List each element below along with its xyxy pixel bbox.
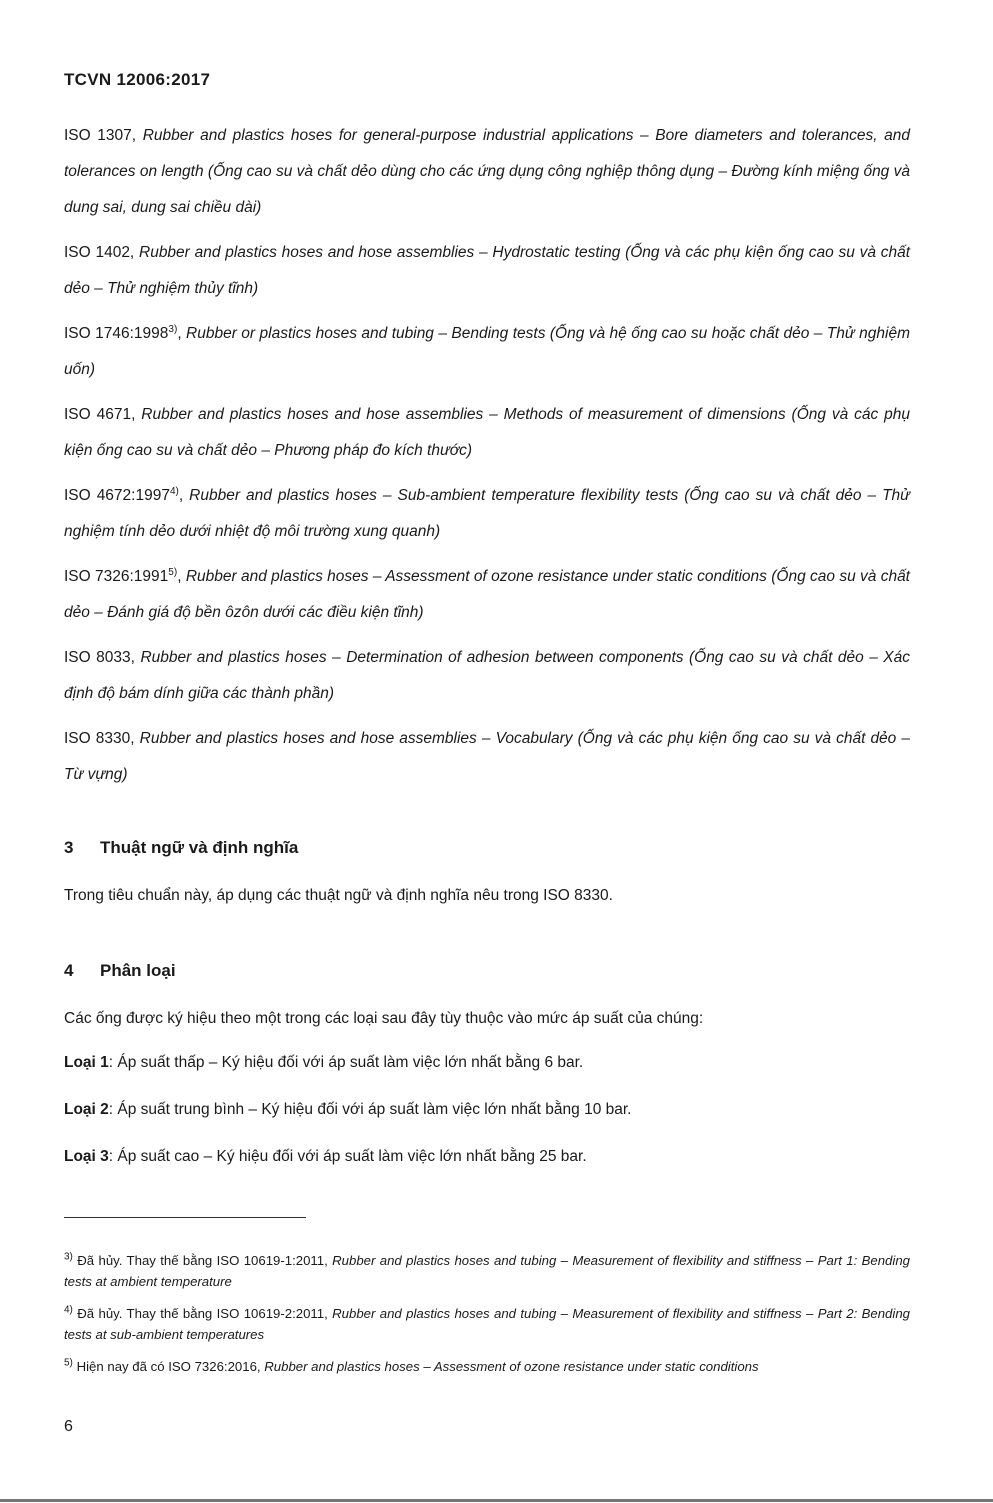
footnote-separator (64, 1217, 306, 1218)
section-3-heading: 3 Thuật ngữ và định nghĩa (64, 838, 299, 857)
reference-item: ISO 1746:1998$^{3)}$, Rubber or plastics hoses and tubing – Bending tests (Ống và hệ ống cao su hoặc chất dẻo – Thử nghiệm uốn) (64, 323, 910, 378)
reference-item: ISO 7326:1991$^{5)}$, Rubber and plastics hoses – Assessment of ozone resistance under static conditions (Ống cao su và chất dẻo – Đánh giá độ bền ôzôn dưới các điều kiện tĩnh) (64, 566, 910, 621)
footnote-item: $^{3)}$ Đã hủy. Thay thế bằng ISO 10619-1:2011, Rubber and plastics hoses and tubing – Measurement of flexibility and stiffness – Part 1: Bending tests at ambient temperature (64, 1251, 910, 1289)
reference-item: ISO 1402, Rubber and plastics hoses and hose assemblies – Hydrostatic testing (Ống và các phụ kiện ống cao su và chất dẻo – Thử nghiệm thủy tĩnh) (64, 244, 910, 297)
reference-item: ISO 4671, Rubber and plastics hoses and hose assemblies – Methods of measurement of dimensions (Ống và các phụ kiện ống cao su và chất dẻo – Phương pháp đo kích thước) (64, 406, 911, 459)
section-4-heading: 4 Phân loại (64, 961, 176, 980)
section-4-intro: Các ống được ký hiệu theo một trong các loại sau đây tùy thuộc vào mức áp suất của chúng: (64, 1010, 704, 1027)
section-3-body: Trong tiêu chuẩn này, áp dụng các thuật ngữ và định nghĩa nêu trong ISO 8330. (64, 887, 613, 904)
pressure-type-2: Loại 2: Áp suất trung bình – Ký hiệu đối với áp suất làm việc lớn nhất bằng 10 bar. (64, 1101, 632, 1118)
footnote-item: $^{5)}$ Hiện nay đã có ISO 7326:2016, Rubber and plastics hoses – Assessment of ozone resistance under static conditions (64, 1357, 759, 1374)
scan-edge (0, 1499, 993, 1502)
standard-header: TCVN 12006:2017 (64, 70, 211, 89)
normative-references-list (64, 118, 910, 802)
reference-item: ISO 8033, Rubber and plastics hoses – Determination of adhesion between components (Ống cao su và chất dẻo – Xác định độ bám dính giữa các thành phần) (64, 649, 910, 702)
page-number: 6 (64, 1418, 73, 1435)
footnote-item: $^{4)}$ Đã hủy. Thay thế bằng ISO 10619-2:2011, Rubber and plastics hoses and tubing – Measurement of flexibility and stiffness – Part 2: Bending tests at sub-ambient temperatures (64, 1304, 910, 1342)
reference-item: ISO 1307, Rubber and plastics hoses for general-purpose industrial applications – Bore diameters and tolerances, and tolerances on length (Ống cao su và chất dẻo dùng cho các ứng dụng công nghiệp thông dụng – Đường kính miệng ống và dung sai, dung sai chiều dài) (64, 127, 910, 216)
pressure-type-1: Loại 1: Áp suất thấp – Ký hiệu đối với áp suất làm việc lớn nhất bằng 6 bar. (64, 1054, 584, 1071)
pressure-type-3: Loại 3: Áp suất cao – Ký hiệu đối với áp suất làm việc lớn nhất bằng 25 bar. (64, 1148, 587, 1165)
footnotes (64, 1250, 910, 1388)
reference-item: ISO 4672:1997$^{4)}$, Rubber and plastics hoses – Sub-ambient temperature flexibility tests (Ống cao su và chất dẻo – Thử nghiệm tính dẻo dưới nhiệt độ môi trường xung quanh) (64, 485, 910, 540)
reference-item: ISO 8330, Rubber and plastics hoses and hose assemblies – Vocabulary (Ống và các phụ kiện ống cao su và chất dẻo – Từ vựng) (64, 730, 910, 783)
